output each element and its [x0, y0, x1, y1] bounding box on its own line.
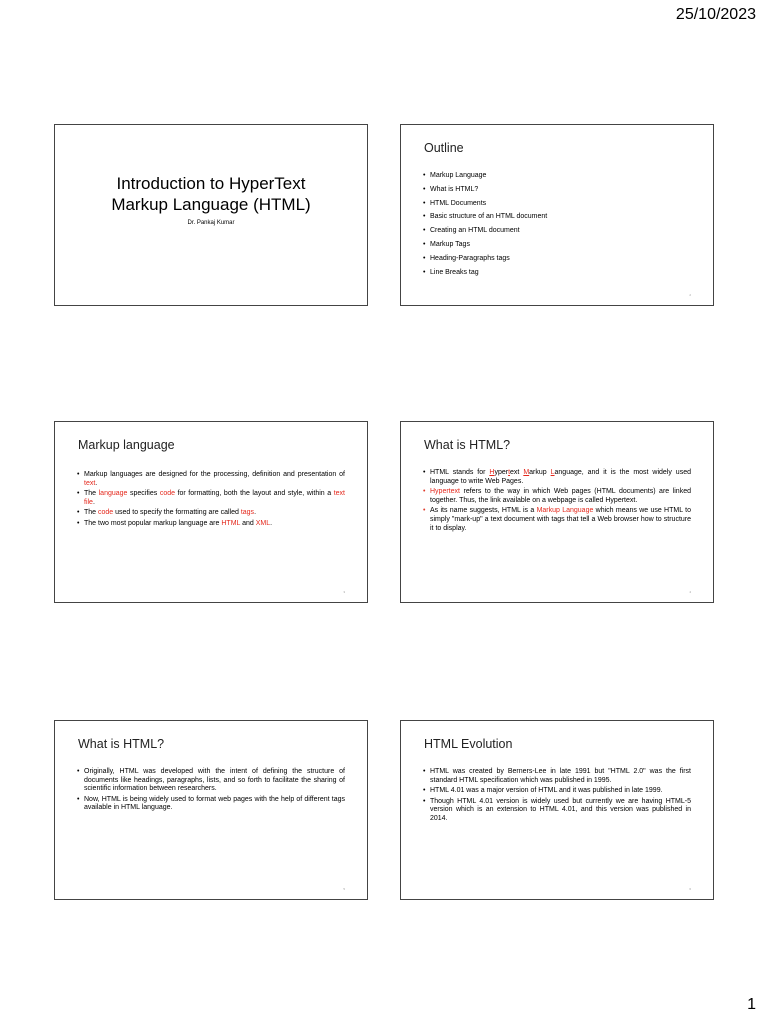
- bullet-item: • HTML was created by Berners-Lee in late 1991 but "HTML 2.0" was the first standard HTML specification which was published in 1995.: [423, 768, 691, 785]
- bullet-list: [423, 469, 691, 535]
- slide-number: 6: [689, 887, 691, 891]
- bullet-list: [423, 768, 691, 826]
- outline-item: • HTML Documents: [423, 200, 691, 208]
- slide-number: 4: [689, 590, 691, 594]
- slide-what-is-html-2-thumbnail: [54, 720, 368, 900]
- slide-html-evolution-thumbnail: [400, 720, 714, 900]
- presentation-title: [55, 173, 367, 215]
- print-date: 25/10/2023: [675, 6, 756, 23]
- outline-item: • Markup Tags: [423, 241, 691, 249]
- slide-what-is-html-thumbnail: [400, 421, 714, 603]
- bullet-item: • Now, HTML is being widely used to format web pages with the help of different tags available in HTML language.: [77, 796, 345, 813]
- slide-heading: Outline: [424, 141, 464, 155]
- slide-heading: What is HTML?: [78, 737, 165, 751]
- bullet-item: • HTML stands for Hypertext Markup Language, and it is the most widely used language to write Web Pages.: [423, 469, 691, 486]
- bullet-item: • Markup languages are designed for the processing, definition and presentation of text.: [77, 471, 345, 488]
- bullet-item: • HTML 4.01 was a major version of HTML and it was published in late 1999.: [423, 787, 691, 796]
- bullet-item: • The language specifies code for formatting, both the layout and style, within a text file.: [77, 490, 345, 507]
- slide-number: 2: [689, 293, 691, 297]
- outline-item: • Creating an HTML document: [423, 227, 691, 235]
- outline-item: • Line Breaks tag: [423, 269, 691, 277]
- bullet-list: [77, 471, 345, 531]
- outline-item: • Heading-Paragraphs tags: [423, 255, 691, 263]
- bullet-item: • Though HTML 4.01 version is widely used but currently we are having HTML-5 version which is an extension to HTML 4.01, and this version was published in 2014.: [423, 798, 691, 824]
- page-number: 1: [747, 996, 756, 1013]
- outline-list: [423, 172, 691, 282]
- slide-heading: What is HTML?: [424, 438, 511, 452]
- slide-markup-language-thumbnail: [54, 421, 368, 603]
- slide-title-thumbnail: [54, 124, 368, 306]
- outline-item: • What is HTML?: [423, 186, 691, 194]
- bullet-item: • The code used to specify the formatting are called tags.: [77, 509, 345, 518]
- bullet-item: • As its name suggests, HTML is a Markup Language which means we use HTML to simply "mark-up" a text document with tags that tell a Web browser how to structure it to display.: [423, 507, 691, 533]
- presentation-title-line-2: Markup Language (HTML): [111, 195, 311, 214]
- slide-outline-thumbnail: [400, 124, 714, 306]
- bullet-item: • Hypertext refers to the way in which Web pages (HTML documents) are linked together. Thus, the link available on a webpage is called Hypertext.: [423, 488, 691, 505]
- slide-heading: HTML Evolution: [424, 737, 513, 751]
- outline-item: • Basic structure of an HTML document: [423, 213, 691, 221]
- slide-number: 3: [343, 590, 345, 594]
- bullet-item: • The two most popular markup language are HTML and XML.: [77, 520, 345, 529]
- slide-heading: Markup language: [78, 438, 175, 452]
- bullet-list: [77, 768, 345, 815]
- outline-item: • Markup Language: [423, 172, 691, 180]
- author-name: Dr. Pankaj Kumar: [187, 220, 235, 226]
- slide-number: 5: [343, 887, 345, 891]
- bullet-item: • Originally, HTML was developed with the intent of defining the structure of documents like headings, paragraphs, lists, and so forth to facilitate the sharing of scientific information between researchers.: [77, 768, 345, 794]
- presentation-title-line-1: Introduction to HyperText: [116, 174, 306, 193]
